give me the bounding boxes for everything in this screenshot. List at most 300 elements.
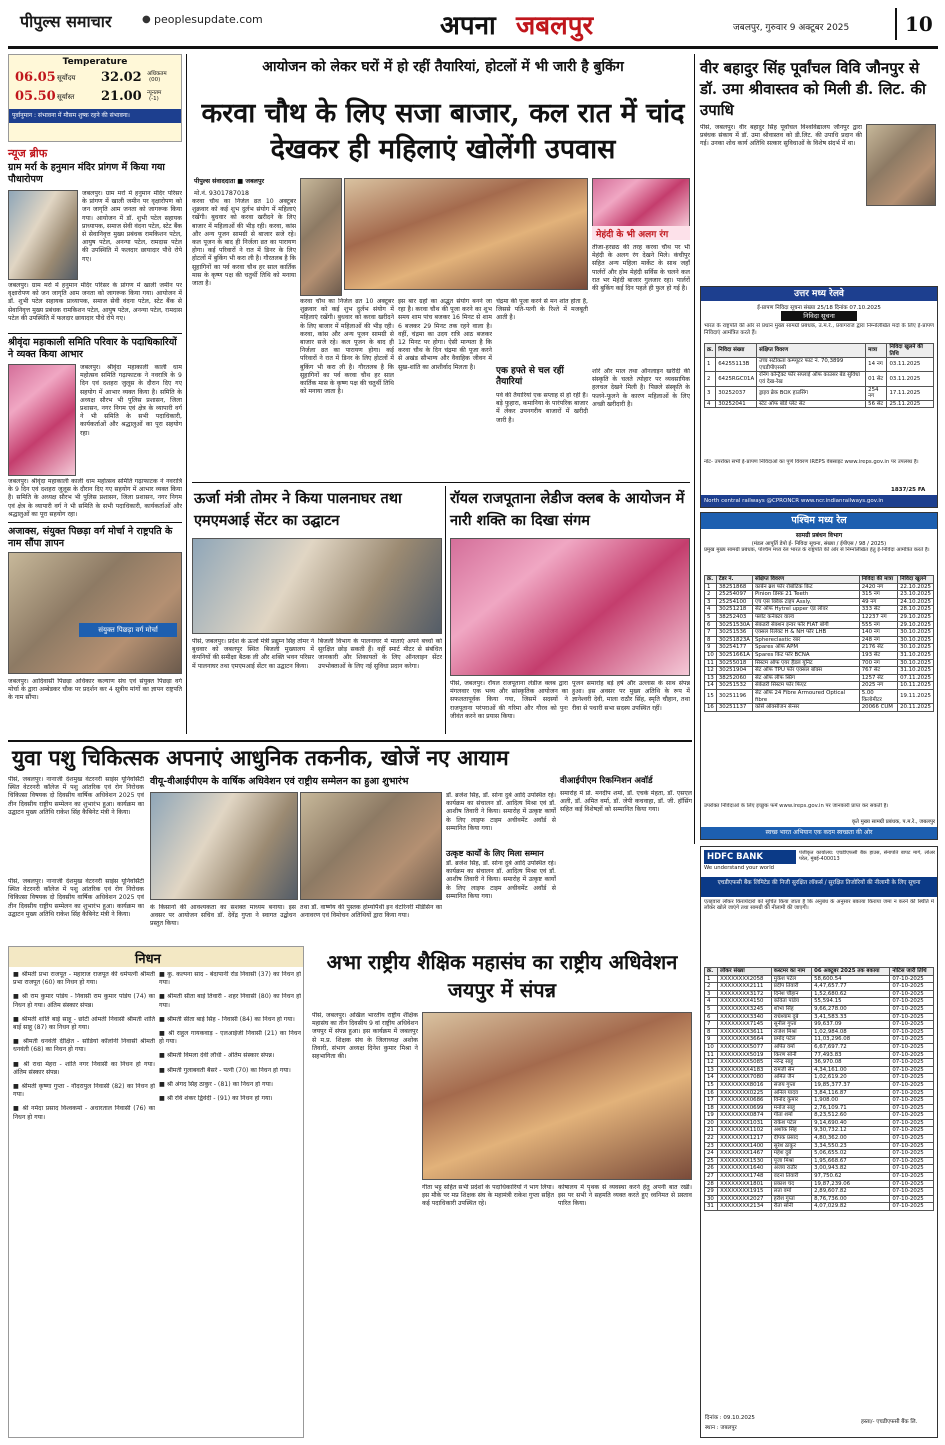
paper-name: पीपुल्स समाचार — [20, 12, 112, 31]
abhm-headline: अभा राष्ट्रीय शैक्षिक महासंघ का राष्ट्रीय अधिवेशन जयपुर में संपन्न — [326, 950, 678, 1002]
table-cell: XXXXXXXX3172 — [718, 990, 772, 998]
table-row — [705, 591, 934, 599]
wcr-tender — [700, 512, 938, 840]
table-cell: 2025 नग — [859, 682, 897, 690]
obituary-entry: ■ श्रीमती विमला देवी लौधी - अंतिम संस्कार संपन्न। — [159, 1052, 275, 1060]
table-cell: Spares किट फॉर BCNA — [753, 651, 860, 659]
brief2-photo — [8, 364, 76, 476]
hdfc-intro: एतद्द्वारा लॉकर किरायेदारों को सूचित किया जाता है कि अनुबंध के अनुसार बकाया किराया जमा न करने की स्थिति में लॉकर खोले जाएंगे तथा सामग्री की नीलामी की जाएगी। — [704, 899, 934, 912]
table-cell: 30251536 — [716, 629, 752, 637]
table-header-cell: कस्टमर का नाम — [771, 968, 811, 976]
table-header-cell: लॉकर संख्या — [718, 968, 772, 976]
lead-byline — [192, 176, 298, 188]
table-row — [705, 689, 934, 703]
table-cell: Pinion डिस्क 21 Teeth — [753, 591, 860, 599]
table-cell: 07-10-2025 — [890, 1150, 934, 1158]
table-cell: 19,85,377.37 — [812, 1081, 890, 1089]
table-cell: 30.10.2025 — [898, 644, 934, 652]
table-row — [705, 1097, 934, 1105]
table-cell: 20 — [705, 1119, 718, 1127]
table-cell: 07-10-2025 — [890, 1142, 934, 1150]
table-cell: 2 — [705, 983, 718, 991]
table-row — [705, 1112, 934, 1120]
table-cell: मनोज साहू — [771, 1104, 811, 1112]
table-cell: 5,06,655.02 — [812, 1150, 890, 1158]
table-cell: 07-10-2025 — [890, 1195, 934, 1203]
table-cell: 12 — [705, 1059, 718, 1067]
table-cell: 99,637.09 — [812, 1021, 890, 1029]
table-cell: 7 — [705, 1021, 718, 1029]
table-cell: 8 — [705, 636, 717, 644]
wcr-subtitle: सामग्री प्रबंधन विभाग — [795, 532, 843, 539]
table-cell: 8,76,736.00 — [812, 1195, 890, 1203]
table-cell: 3 — [705, 598, 717, 606]
table-cell: 13 — [705, 674, 717, 682]
wcr-footer: उपरोक्त निविदाओं के लिए इच्छुक फर्में www.ireps.gov.in पर जानकारी प्राप्त कर सकती हैं। — [704, 803, 889, 809]
table-cell: 12 — [705, 667, 717, 675]
table-cell: 140 नग — [859, 629, 897, 637]
wcr-title: पश्चिम मध्य रेल — [701, 513, 937, 529]
brief3-title: अजाक्स, संयुक्त पिछड़ा वर्ग मोर्चा ने राष्ट्रपति के नाम सौंपा ज्ञापन — [8, 526, 173, 549]
table-cell: 3 — [705, 386, 716, 400]
railway-title: उत्तर मध्य रेलवे — [701, 287, 937, 301]
table-cell: 25.11.2025 — [887, 400, 934, 408]
table-header-cell: संक्षिप्त विवरण — [753, 576, 860, 584]
table-cell: XXXXXXXX2111 — [718, 983, 772, 991]
table-cell: 22 — [705, 1135, 718, 1143]
vet-body-col1: पीसं, जबलपुर। नानाजी देशमुख वेटरनरी साइंस यूनिवर्सिटी स्थित वेटरनरी कॉलेज में पशु आंतरिक एवं रोग निरोधक चिकित्सा विषयक दो दिवसीय वार्षिक अधिवेशन 2025 एवं तीन दिवसीय राष्ट्रीय सम्मेलन का शुभारंभ हुआ। कार्यक्रम का उद्घाटन मुख्य अतिथि राकेश सिंह कैबिनेट मंत्री ने किया। — [8, 776, 144, 816]
table-cell: शोभा सिंह — [771, 1005, 811, 1013]
mehndi-label-box — [592, 226, 690, 240]
table-cell: 31 — [705, 1203, 718, 1211]
table-cell: 07-10-2025 — [890, 1005, 934, 1013]
min-label: न्यूनतम — [147, 90, 162, 96]
table-cell: XXXXXXXX1400 — [718, 1142, 772, 1150]
table-cell: 248 नग — [859, 636, 897, 644]
table-cell: सेट ऑफ लीफ स्प्रिंग — [753, 674, 860, 682]
obituary-entry: ■ श्रीमती गुलाबवती बैसरे - पत्नी (70) का निधन हो गया। — [159, 1066, 291, 1074]
table-cell: 07-10-2025 — [890, 1021, 934, 1029]
obituary-entry: ■ श्री राहुल गायकवाड़ - एलआईजी निवासी (21) का निधन हो गया। — [159, 1030, 301, 1046]
table-row — [705, 358, 934, 372]
table-cell: 8,23,512.60 — [812, 1112, 890, 1120]
table-row — [705, 659, 934, 667]
lead-kicker: आयोजन को लेकर घरों में हो रहीं तैयारियां, होटलों में भी जारी है बुकिंग — [262, 59, 624, 75]
table-cell: 30251532 — [716, 682, 752, 690]
table-cell: 7 — [705, 629, 717, 637]
table-header-cell: 06 अक्टूबर 2025 तक बकाया — [812, 968, 890, 976]
table-row — [705, 998, 934, 1006]
table-cell: 38252403 — [716, 613, 752, 621]
table-cell: राधेश्याम दुबे — [771, 1013, 811, 1021]
table-cell: 17 — [705, 1097, 718, 1105]
table-cell: 16 — [705, 1089, 718, 1097]
table-cell: 13 — [705, 1066, 718, 1074]
table-cell: 20066 CUM — [859, 704, 897, 712]
vet-body-col4: डॉ. ब्रजेश सिंह, डॉ. सोना दुबे आदि उपस्थित रहे। कार्यक्रम का संचालन डॉ. आदित्य मिश्रा एवं डॉ. आशीष तिवारी ने किया। समारोह में उत्कृष्ट कार्यों के लिए लाइफ टाइम अचीवमेंट अवॉर्ड से सम्मानित किया गया। — [446, 792, 556, 832]
table-row — [705, 1043, 934, 1051]
brief1-title: ग्राम मर्रा के हनुमान मंदिर प्रांगण में किया गया पौधारोपण — [8, 162, 165, 185]
table-cell: मुकेश पटेल — [771, 975, 811, 983]
table-cell: सेकंडरी सेक्शन इन्वर फॉर FIAT बोगी — [753, 621, 860, 629]
obituary-col1 — [13, 971, 155, 1435]
table-cell: 77,493.83 — [812, 1051, 890, 1059]
brief1-photo — [8, 190, 78, 280]
table-cell: 5 — [705, 1005, 718, 1013]
table-cell: 07-10-2025 — [890, 1089, 934, 1097]
table-cell: सुरेश ठाकुर — [771, 1142, 811, 1150]
table-cell: कार्बन ब्रश फॉर रोबोटिक किट — [753, 583, 860, 591]
hdfc-footer-date: दिनांक : 09.10.2025 — [705, 1415, 755, 1421]
table-cell: 555 नग — [859, 621, 897, 629]
table-cell: 29 — [705, 1188, 718, 1196]
lead-subhead: एक हफ्ते से चल रहीं तैयारियां — [496, 366, 564, 387]
table-cell: 07-10-2025 — [890, 1127, 934, 1135]
table-cell: ड्राइव ब्रेक BOX हाउसिंग — [757, 386, 866, 400]
table-cell: 30251218 — [716, 606, 752, 614]
table-cell: अजय राठौर — [771, 1165, 811, 1173]
abhm-body-col3: कोषालय में पृथक से व्यवस्था करने हेतु अपनी बात रखी। इस पर सभी ने सहमति व्यक्त करते हुए ध्वनिमत से प्रस्ताव पारित किया। — [558, 1184, 692, 1208]
table-cell: 20.11.2025 — [898, 704, 934, 712]
page-number: 10 — [905, 12, 933, 36]
table-cell: 58,600.54 — [812, 975, 890, 983]
wcr-sign: कृते मुख्य सामग्री प्रबंधक, प.म.रे., जबलपुर — [851, 819, 935, 825]
vet-photo-2 — [300, 792, 442, 900]
table-row — [705, 1059, 934, 1067]
hdfc-notice — [700, 846, 938, 1438]
table-row — [705, 1021, 934, 1029]
railway-code: 1837/25 FA — [891, 487, 926, 493]
railway-notice: निविदा सूचना — [781, 311, 857, 321]
table-row — [705, 1013, 934, 1021]
hdfc-brand: HDFC BANK — [707, 852, 763, 862]
page-number-box — [895, 8, 935, 40]
table-cell: 4,80,362.00 — [812, 1135, 890, 1143]
hdfc-footer-sign: हस्ता/- एचडीएफसी बैंक लि. — [861, 1419, 918, 1425]
mehndi-photo — [592, 178, 690, 228]
table-cell: 9 — [705, 1036, 718, 1044]
table-row — [705, 1188, 934, 1196]
lead-photo-main — [344, 178, 588, 290]
table-cell: 2,89,607.82 — [812, 1188, 890, 1196]
table-row — [705, 651, 934, 659]
temperature-title: Temperature — [62, 57, 128, 67]
table-cell: विनोद कुमार — [771, 1097, 811, 1105]
table-cell: 10.11.2025 — [898, 682, 934, 690]
royal-photo — [450, 538, 690, 676]
table-cell: 30.10.2025 — [898, 659, 934, 667]
royal-body-col1: पीसं, जबलपुर। रॉयल राजपूताना लेडीज क्लब द्वारा मंगलवार एक भव्य और सांस्कृतिक आयोजन का सफलतापूर्वक किया गया, जिसमें सदस्यों ने राजपूताना परंपराओं की गरिमा और गौरव को पुनः जीवंत करने का प्रयास किया। — [450, 680, 568, 720]
table-cell: XXXXXXXX2058 — [718, 975, 772, 983]
table-row — [705, 372, 934, 386]
table-row — [705, 1089, 934, 1097]
min-sub: (-1) — [149, 96, 159, 102]
table-cell: 30252041 — [716, 400, 757, 408]
table-cell: XXXXXXXX3611 — [718, 1028, 772, 1036]
table-row — [705, 606, 934, 614]
lead-bottom-rule — [192, 482, 690, 483]
table-cell: XXXXXXXX8016 — [718, 1081, 772, 1089]
table-cell: वंदना तिवारी — [771, 1173, 811, 1181]
brief2-title: श्रीवृंदा महाकाली समिति परिवार के पदाधिकारियों ने व्यक्त किया आभार — [8, 337, 177, 360]
table-cell: 31.10.2025 — [898, 667, 934, 675]
table-cell: 1,02,984.08 — [812, 1028, 890, 1036]
table-row — [705, 1028, 934, 1036]
obituary-entry: ■ श्री राधा मेहरा - शांति नगर निवासी का निधन हो गया। अंतिम संस्कार संपन्न। — [13, 1060, 155, 1076]
table-header-cell: टेंडर नं. — [716, 576, 752, 584]
table-cell: 6 — [705, 1013, 718, 1021]
column-rule-mid — [445, 486, 446, 734]
table-cell: 07-10-2025 — [890, 1157, 934, 1165]
abhm-body-col2: गीता भट्ट सहित सभी प्रदेशों के पदाधिकारियों ने भाग लिया। इस मौके पर मप्र शिक्षक संघ के महामंत्री राकेश गुप्ता सहित कई पदाधिकारी उपस्थित रहे। — [422, 1184, 554, 1208]
table-cell: 4 — [705, 998, 718, 1006]
table-cell: 8 — [705, 1028, 718, 1036]
table-header-cell: क्र. — [705, 344, 716, 358]
abhm-photo — [422, 1012, 692, 1180]
table-row — [705, 704, 934, 712]
table-row — [705, 1127, 934, 1135]
obituary-entry: ■ श्रीमती सीता बाई तिवारी - शहर निवासी (80) का निधन हो गया। — [159, 993, 301, 1009]
obituary-title: निधन — [135, 952, 161, 967]
table-cell: 2 — [705, 591, 717, 599]
table-cell: 24.10.2025 — [898, 598, 934, 606]
table-cell: 9,66,278.00 — [812, 1005, 890, 1013]
table-cell: 9 — [705, 644, 717, 652]
table-cell: 30251823A — [716, 636, 752, 644]
table-cell: राकेश पटेल — [771, 1119, 811, 1127]
table-cell: दीपक प्रसाद — [771, 1135, 811, 1143]
table-cell: XXXXXXXX3245 — [718, 1005, 772, 1013]
paper-logo[interactable] — [20, 6, 140, 34]
obituary-entry: ■ श्री नर्मदा प्रसाद विश्वकर्मा - अधारताल निवासी (76) का निधन हो गया। — [13, 1105, 155, 1121]
wcr-intro: प्रमुख मुख्य सामग्री प्रबंधक, पश्चिम मध्य रेल भारत के राष्ट्रपति की ओर से निम्नलिखित हेतु ई-निविदा आमंत्रित करते हैं। — [704, 547, 930, 553]
table-cell: 07-10-2025 — [890, 1066, 934, 1074]
urja-body-col1: पीसं, जबलपुर। प्रदेश के ऊर्जा मंत्री प्रद्युम्न सिंह तोमर ने बुधवार को जबलपुर स्थित बिजली मुख्यालय में कंपनियों की समीक्षा बैठक ली और शक्ति भवन परिसर में पालनाघर तथा एमएमआई सेंटर का उद्घाटन किया। — [192, 638, 314, 670]
royal-headline: रॉयल राजपूताना लेडीज क्लब के आयोजन में नारी शक्ति का दिखा संगम — [450, 490, 685, 529]
table-cell: 30251137 — [716, 704, 752, 712]
table-cell: 3,00,943.82 — [812, 1165, 890, 1173]
max-sub: (00) — [149, 77, 161, 83]
hdfc-title: एचडीएफसी बैंक लिमिटेड की निजी सुरक्षित लॉकर्स / सुरक्षित तिजोरियों की नीलामी के लिए सूचना — [701, 877, 937, 897]
urja-headline: ऊर्जा मंत्री तोमर ने किया पालनाघर तथा एमएमआई सेंटर का उद्घाटन — [194, 490, 402, 529]
table-cell: सेकेंडरी सिस्टम फॉर फिएट — [753, 682, 860, 690]
table-row — [705, 1142, 934, 1150]
table-cell: 07-10-2025 — [890, 1036, 934, 1044]
table-row — [705, 1180, 934, 1188]
table-cell: 49 नग — [859, 598, 897, 606]
table-cell: 38252060 — [716, 674, 752, 682]
royal-body-col2: पूजन समारोह बड़े हर्ष और उल्लास के साथ संपन्न हुआ। इस अवसर पर मुख्य अतिथि के रूप में ज्ञानेश्वरी देवी, माला राठौर सिंह, स्मृति चौहान, तथा रीवा से पधारी सभा सदस्य उपस्थित रहीं। — [572, 680, 690, 712]
railway-table — [704, 343, 934, 408]
table-cell: XXXXXXXX7145 — [718, 1021, 772, 1029]
table-header-cell: क्र. — [705, 968, 718, 976]
table-header-cell: निविदा खुलने — [898, 576, 934, 584]
table-cell: 30251661A — [716, 651, 752, 659]
sunset-label: सूर्यास्त — [57, 93, 75, 101]
table-cell: रनिंग कॉन्ट्रैक्ट फॉर सप्लाई ऑफ काउंसर बेड सुविधा एवं देख-रेख — [757, 372, 866, 386]
vet-body-col1b: पीसं, जबलपुर। नानाजी देशमुख वेटरनरी साइंस यूनिवर्सिटी स्थित वेटरनरी कॉलेज में पशु आंतरिक एवं रोग निरोधक चिकित्सा विषयक दो दिवसीय वार्षिक अधिवेशन 2025 एवं तीन दिवसीय राष्ट्रीय सम्मेलन का शुभारंभ हुआ। कार्यक्रम का उद्घाटन मुख्य अतिथि राकेश सिंह कैबिनेट मंत्री ने किया। — [8, 878, 144, 918]
table-cell: 30255018 — [716, 659, 752, 667]
table-cell: 19 — [705, 1112, 718, 1120]
table-cell: 01 सेट — [866, 372, 887, 386]
lead-headline: करवा चौथ के लिए सजा बाजार, कल रात में चांद देखकर ही महिलाएं खोलेंगी उपवास — [201, 98, 685, 165]
table-cell: 315 नग — [859, 591, 897, 599]
globe-icon: ● — [142, 14, 151, 25]
obituary-entry: ■ श्री रवि शंकर द्विवेदी - (91) का निधन हो गया। — [159, 1095, 273, 1103]
table-cell: XXXXXXXX3340 — [718, 1013, 772, 1021]
vet-headline: युवा पशु चिकित्सक अपनाएं आधुनिक तकनीक, खोजें नए आयाम — [12, 745, 509, 770]
lead-body-col2a: करवा चौथ का निर्जल व्रत 10 अक्टूबर शुक्रवार को कई शुभ दुर्लभ संयोग में महिलाएं रखेंगी। बुधवार को करवा खरीदने के लिए बाजार में महिलाओं की भीड़ रही। करवा, कांस और अन्य पूजन सामग्री से बाजार सजे रहे। कल पूजन के बाद ही निर्जला व्रत का पारायण होगा। कई परिवारों ने रात में डिनर के लिए होटलों में बुकिंग भी करा ली है। गौरतलब है कि सुहागिनों का पर्व करवा चौथ हर साल कार्तिक मास के कृष्ण पक्ष की चतुर्थी तिथि को मनाया जाता है। — [300, 298, 394, 396]
table-cell: 07.11.2025 — [898, 674, 934, 682]
table-cell: 11 — [705, 1051, 718, 1059]
table-cell: 30251530A — [716, 621, 752, 629]
obituary-entry: ■ कु. कल्पना साद - बेदापानी रोड निवासी (37) का निधन हो गया। — [159, 971, 301, 987]
table-cell: 9,14,690.40 — [812, 1119, 890, 1127]
table-cell: 07-10-2025 — [890, 1104, 934, 1112]
table-cell: 07-10-2025 — [890, 1097, 934, 1105]
wcr-table — [704, 575, 934, 712]
max-label: अधिकतम — [147, 71, 167, 77]
table-cell: सेट ऑफ TPU फॉर एक्सल बॉक्स — [753, 667, 860, 675]
masthead — [0, 0, 945, 58]
table-cell: XXXXXXXX2134 — [718, 1203, 772, 1211]
table-row — [705, 990, 934, 998]
lead-body-col1: करवा चौथ का निर्जल व्रत 10 अक्टूबर शुक्रवार को कई शुभ दुर्लभ संयोग में महिलाएं रखेंगी। बुधवार को करवा खरीदने के लिए बाजार में महिलाओं की भीड़ रही। करवा, कांस और अन्य पूजन सामग्री से बाजार सजे रहे। कल पूजन के बाद ही निर्जला व्रत का पारायण होगा। कई परिवारों ने रात में डिनर के लिए होटलों में बुकिंग भी करा ली है। गौरतलब है कि सुहागिनों का पर्व करवा चौथ हर साल कार्तिक मास के कृष्ण पक्ष की चतुर्थी तिथि को मनाया जाता है। — [192, 198, 296, 288]
table-cell: 3,84,116.87 — [812, 1089, 890, 1097]
table-cell: XXXXXXXX1530 — [718, 1157, 772, 1165]
section-title — [440, 4, 650, 40]
table-cell: 07-10-2025 — [890, 1188, 934, 1196]
table-cell: नरेन्द्र साहू — [771, 1059, 811, 1067]
brief3-banner: संयुक्त पिछड़ा वर्ग मोर्चा — [79, 623, 177, 637]
vet-photo-1 — [150, 792, 298, 900]
sunrise-time: 06.05 — [15, 70, 56, 85]
brief-divider-1 — [8, 333, 182, 334]
table-cell: XXXXXXXX4183 — [718, 1066, 772, 1074]
table-cell: 07-10-2025 — [890, 1180, 934, 1188]
table-row — [705, 975, 934, 983]
date-line: जबलपुर, गुरुवार 9 अक्टूबर 2025 — [733, 23, 850, 33]
table-cell: 15 — [705, 1081, 718, 1089]
table-cell: 10 — [705, 1043, 718, 1051]
table-row — [705, 644, 934, 652]
table-cell: XXXXXXXX5085 — [718, 1059, 772, 1067]
table-cell: 29.10.2025 — [898, 621, 934, 629]
table-cell: XXXXXXXX1031 — [718, 1119, 772, 1127]
table-row — [705, 621, 934, 629]
table-cell: 07-10-2025 — [890, 990, 934, 998]
table-cell: 2176 सेट — [859, 644, 897, 652]
vet-body-col3: तथा डॉ. वार्ष्णेय की पुस्तक होम्योपैथी इन वेटरिनरी मेडिसिन का अनावरण एवं विमोचन अतिथियों द्वारा किया गया। — [300, 904, 442, 920]
table-row — [705, 613, 934, 621]
table-cell: रामजी सेन — [771, 1066, 811, 1074]
table-row — [705, 1135, 934, 1143]
table-cell: 30.10.2025 — [898, 636, 934, 644]
table-cell: 28.10.2025 — [898, 606, 934, 614]
table-cell: 1 — [705, 358, 716, 372]
table-cell: हरीश गुप्ता — [771, 1195, 811, 1203]
table-cell: 07-10-2025 — [890, 1135, 934, 1143]
wcr-brand-bar: स्वच्छ भारत अभियान एक कदम स्वच्छता की ओर — [701, 827, 937, 839]
table-cell: 25 — [705, 1157, 718, 1165]
table-cell: 29.10.2025 — [898, 613, 934, 621]
sunrise-label: सूर्योदय — [57, 74, 76, 82]
byline-text: पीपुल्स संवाददाता ■ जबलपुर — [194, 178, 265, 185]
table-cell: 03.11.2025 — [887, 372, 934, 386]
lead-subbody: पर्व की तैयारियां एक सप्ताह से हो रहीं हैं। बड़े फुहारा, कमानिया के पारंपरिक बाजार में लेकर उपनगरीय बाजारों में खरीदी जारी है। — [496, 392, 588, 424]
table-cell: लता वर्मा — [771, 1188, 811, 1196]
table-cell: 700 नग — [859, 659, 897, 667]
website-link[interactable]: peoplesupdate.com — [154, 13, 263, 26]
table-cell: 1 — [705, 583, 717, 591]
table-row — [705, 1203, 934, 1211]
table-cell: 10 — [705, 651, 717, 659]
table-cell: 21 — [705, 1127, 718, 1135]
table-cell: XXXXXXXX5019 — [718, 1051, 772, 1059]
table-row — [705, 583, 934, 591]
table-cell: 07-10-2025 — [890, 1028, 934, 1036]
table-cell: 28 — [705, 1180, 718, 1188]
obituary-header — [9, 947, 303, 967]
table-cell: एक्सल रिलेक्ट H & NH फॉर LHB — [753, 629, 860, 637]
forecast-bar: पूर्वानुमान : संभावना में मौसम शुष्क रहने की संभावना। — [9, 109, 181, 123]
table-cell: कविता पांडेय — [771, 998, 811, 1006]
table-cell: अमित जैन — [771, 1074, 811, 1082]
table-row — [705, 1081, 934, 1089]
table-cell: 18 — [705, 1104, 718, 1112]
table-cell: सिस्टम ऑफ एयर हैंडल यूनिट — [753, 659, 860, 667]
table-cell: XXXXXXXX1801 — [718, 1180, 772, 1188]
vet-top-rule — [8, 740, 692, 742]
railway-intro: भारत के राष्ट्रपति की ओर से प्रधान मुख्य सामग्री प्रबंधक, उ.म.रे., प्रयागराज द्वारा निम्नलिखित मदों के लिए ई-प्रापण निविदाएं आमंत्रित करते हैं। — [704, 323, 934, 336]
right-headline: वीर बहादुर सिंह पूर्वांचल विवि जौनपुर से डॉ. उमा श्रीवास्तव को मिली डी. लिट. की उपाधि — [700, 59, 926, 119]
table-cell: एच एस क्विक टाइप Assly. — [753, 598, 860, 606]
table-row — [705, 1074, 934, 1082]
table-cell: अशोक सिंह — [771, 1127, 811, 1135]
table-cell: 07-10-2025 — [890, 1112, 934, 1120]
obituary-entry: ■ श्रीमती कृष्णा गुप्ता - नौदरापुल निवासी (82) का निधन हो गया। — [13, 1083, 155, 1099]
table-cell: 12237 नग — [859, 613, 897, 621]
wcr-ref: (मंडल आपूर्ति डेपो ई- निविदा सूचना, संख्या / ईपीएस / 98 / 2025) — [751, 541, 887, 547]
table-cell: 22.10.2025 — [898, 583, 934, 591]
table-cell: 3,34,550.23 — [812, 1142, 890, 1150]
obituary-col2 — [159, 971, 301, 1435]
table-cell: संजय गुप्ता — [771, 1081, 811, 1089]
table-cell: सुनील गुप्ता — [771, 1021, 811, 1029]
table-cell: 4,07,029.82 — [812, 1203, 890, 1211]
railway-subtitle: ई-प्रापण निविदा सूचना संख्या 25/18 दिनांक 07.10.2025 — [757, 305, 881, 311]
table-cell: 4,34,161.00 — [812, 1066, 890, 1074]
hdfc-table-wrap — [704, 967, 934, 1211]
table-cell: 07-10-2025 — [890, 1203, 934, 1211]
brief3-body: जबलपुर। आदिवासी पिछड़ा अधिकार कल्याण संघ एवं संयुक्त पिछड़ा वर्ग मोर्चा के द्वारा अम्बेडकर चौक पर प्रदर्शन कर 4 सूत्रीय मांगों का ज्ञापन राष्ट्रपति के नाम सौंपा। — [8, 678, 182, 702]
table-cell: 07-10-2025 — [890, 1051, 934, 1059]
table-cell: 07-10-2025 — [890, 1165, 934, 1173]
table-cell: रीता सोनी — [771, 1203, 811, 1211]
table-cell: 07-10-2025 — [890, 1013, 934, 1021]
table-cell: महेश दुबे — [771, 1150, 811, 1158]
table-cell: 1,52,680.62 — [812, 990, 890, 998]
table-row — [705, 1150, 934, 1158]
column-rule-left — [186, 54, 187, 734]
table-row — [705, 400, 934, 408]
table-cell: प्रदीप तिवारी — [771, 983, 811, 991]
section-title-part1: अपना — [440, 11, 496, 41]
table-row — [705, 629, 934, 637]
table-cell: सेट ऑफ Hytrel upper एंड लोवर — [753, 606, 860, 614]
table-cell: XXXXXXXX1102 — [718, 1127, 772, 1135]
table-cell: 5 — [705, 613, 717, 621]
